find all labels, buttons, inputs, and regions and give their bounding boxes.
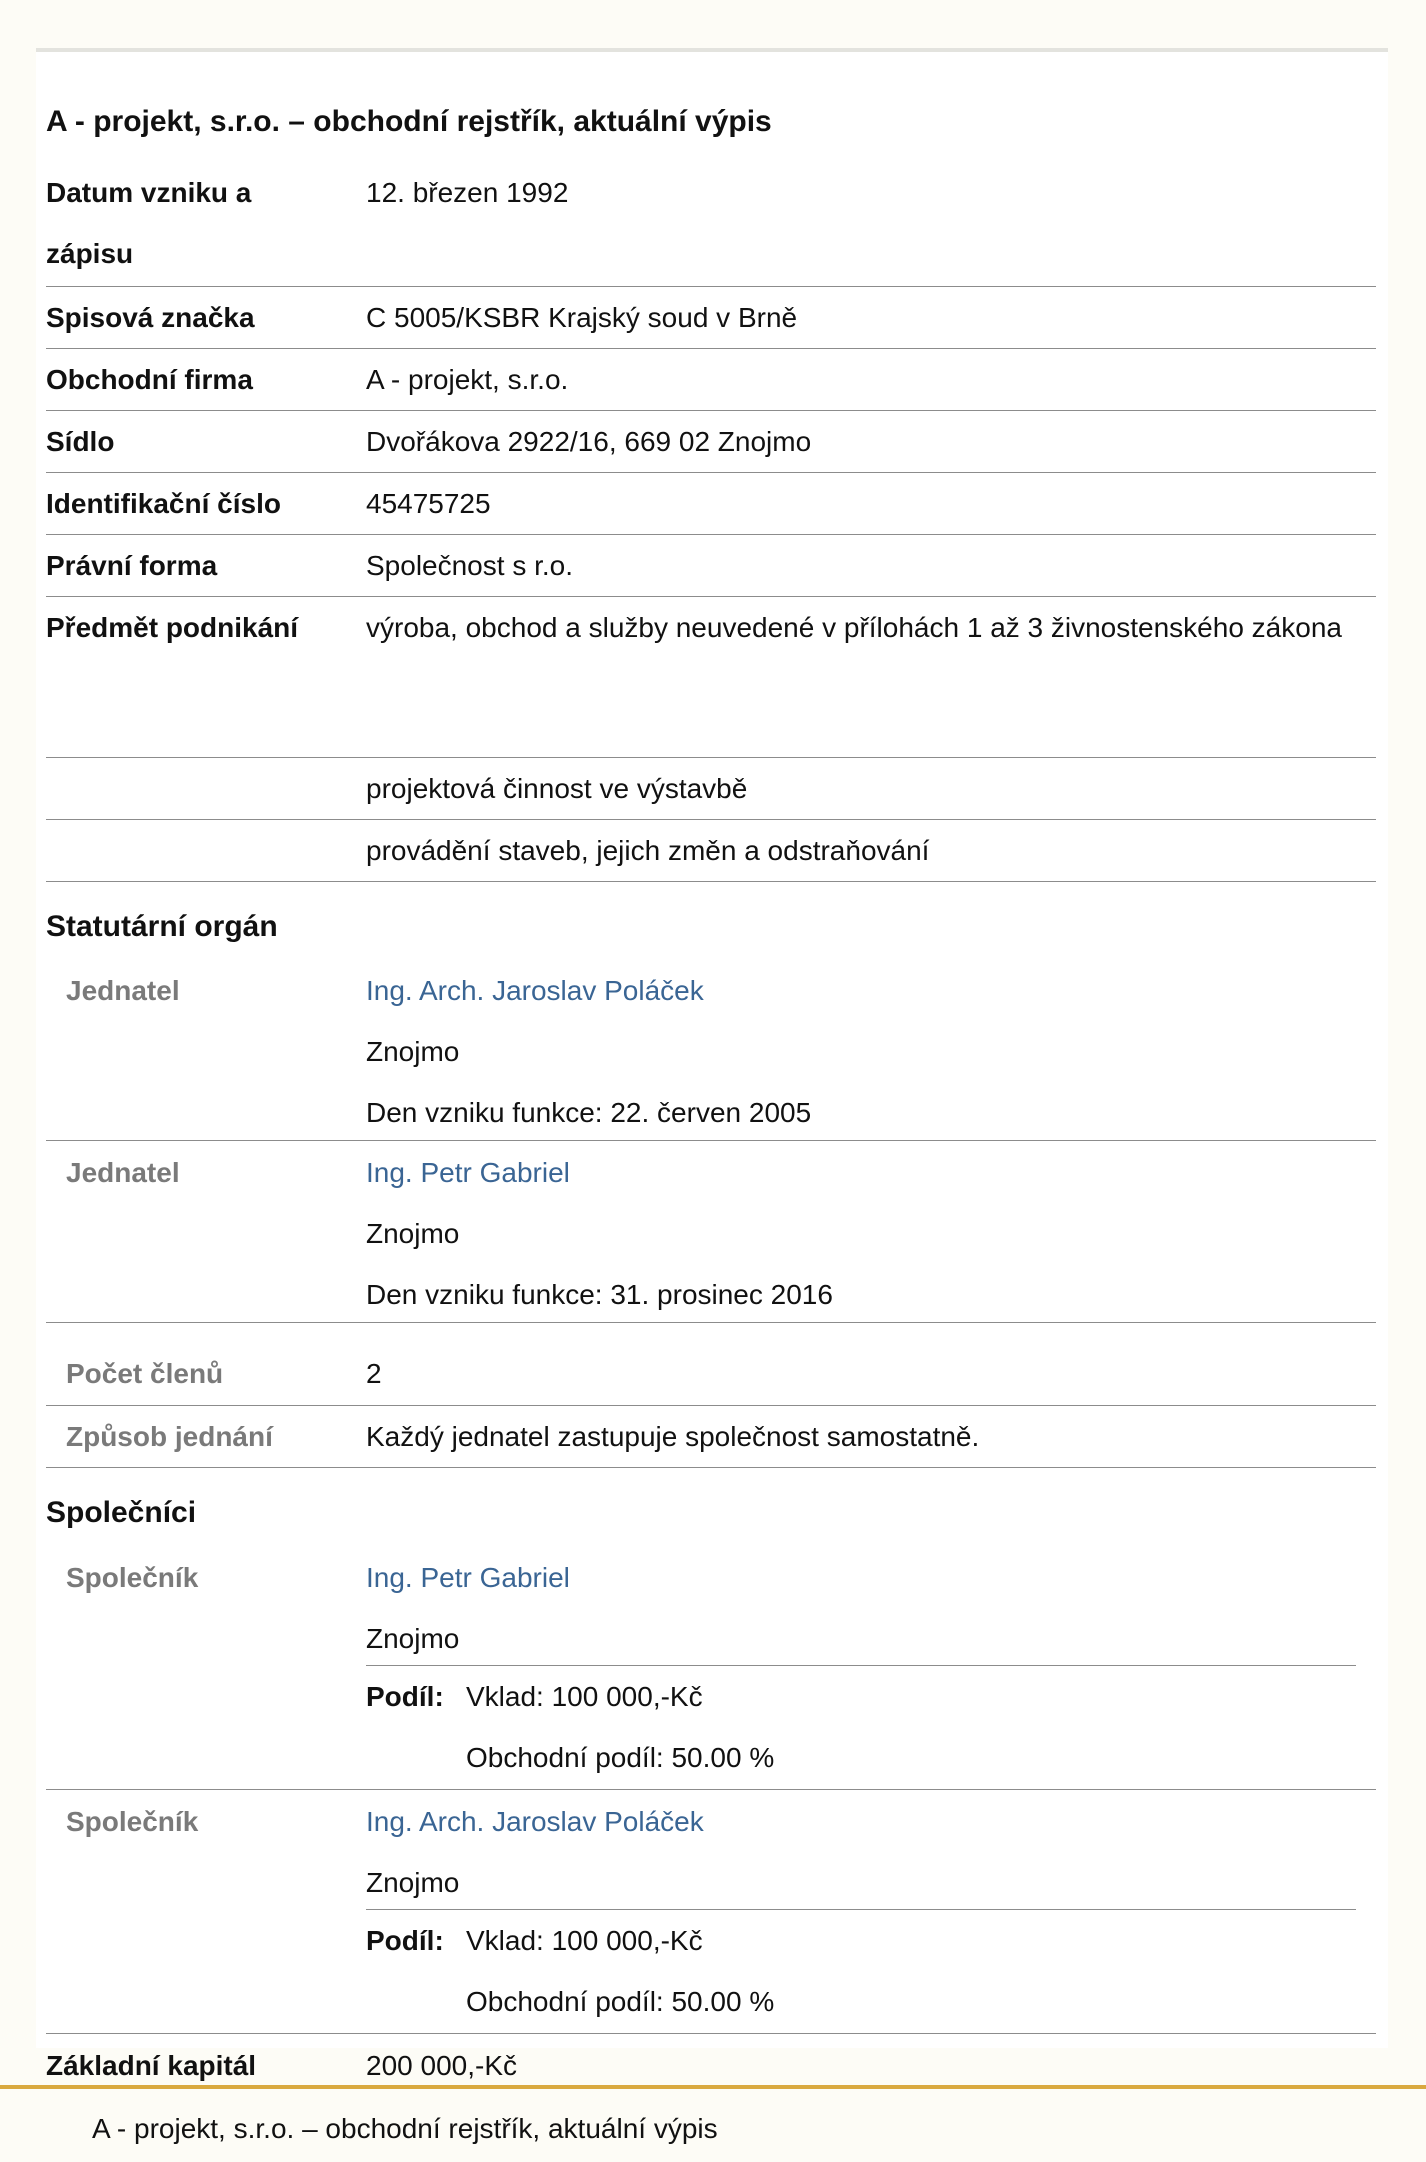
member-details [366, 960, 1366, 1143]
member-role: Jednatel [66, 975, 180, 1006]
row-legal-form [46, 535, 1376, 597]
row-value: 45475725 [366, 488, 491, 519]
row-label: Spisová značka [46, 302, 255, 333]
row-label: Sídlo [46, 426, 115, 457]
partner-details [366, 1547, 1366, 1669]
row-label: Identifikační číslo [46, 488, 281, 519]
row-value: 2 [366, 1358, 382, 1389]
row-conduct [46, 1406, 1376, 1468]
row-file-number [46, 287, 1376, 349]
row-id-number [46, 473, 1376, 535]
row-business-activity-3 [46, 820, 1376, 882]
share-percentage: Obchodní podíl: 50.00 % [466, 1742, 775, 1773]
row-value: 200 000,-Kč [366, 2050, 517, 2081]
row-label: Předmět podnikání [46, 612, 299, 643]
share-label: Podíl: [366, 1681, 444, 1712]
row-label: Datum vzniku a zápisu [46, 177, 252, 269]
row-business-activity-2 [46, 758, 1376, 820]
row-value: Společnost s r.o. [366, 550, 574, 581]
share-percentage: Obchodní podíl: 50.00 % [466, 1986, 775, 2017]
partner-name-link[interactable]: Ing. Petr Gabriel [366, 1562, 570, 1593]
row-label: Počet členů [66, 1358, 224, 1389]
statutory-member [46, 960, 1376, 1141]
member-since: Den vzniku funkce: 31. prosinec 2016 [366, 1279, 833, 1310]
member-since: Den vzniku funkce: 22. červen 2005 [366, 1097, 812, 1128]
row-company-name [46, 349, 1376, 411]
row-value: 12. březen 1992 [366, 177, 569, 208]
partner-role: Společník [66, 1562, 199, 1593]
share-deposit: Vklad: 100 000,-Kč [466, 1925, 703, 1956]
footer-title: A - projekt, s.r.o. – obchodní rejstřík, aktuální výpis [92, 2113, 718, 2144]
share-label: Podíl: [366, 1925, 444, 1956]
partner [46, 1791, 1376, 2034]
section-heading-statutory: Statutární orgán [46, 910, 278, 943]
share-deposit: Vklad: 100 000,-Kč [466, 1681, 703, 1712]
row-value: C 5005/KSBR Krajský soud v Brně [366, 302, 798, 333]
partner-city: Znojmo [366, 1867, 460, 1898]
row-member-count [46, 1342, 1376, 1406]
row-seat [46, 411, 1376, 473]
page-title: A - projekt, s.r.o. – obchodní rejstřík, aktuální výpis [46, 105, 772, 138]
member-city: Znojmo [366, 1036, 460, 1067]
partner-name-link[interactable]: Ing. Arch. Jaroslav Poláček [366, 1806, 704, 1837]
row-label: Způsob jednání [66, 1421, 273, 1452]
row-value: A - projekt, s.r.o. [366, 364, 569, 395]
section-heading-partners: Společníci [46, 1496, 197, 1529]
partner-city: Znojmo [366, 1623, 460, 1654]
row-value: projektová činnost ve výstavbě [366, 773, 748, 804]
row-date-established [46, 162, 1376, 287]
statutory-member [46, 1142, 1376, 1323]
register-extract-card [36, 48, 1388, 2081]
member-details [366, 1142, 1366, 1325]
partner-role: Společník [66, 1806, 199, 1837]
row-business-activity-1 [46, 597, 1376, 758]
row-label: Obchodní firma [46, 364, 253, 395]
member-city: Znojmo [366, 1218, 460, 1249]
row-value: Dvořákova 2922/16, 669 02 Znojmo [366, 426, 812, 457]
row-label: Právní forma [46, 550, 218, 581]
member-role: Jednatel [66, 1157, 180, 1188]
footer-bar [0, 2085, 1426, 2162]
member-name-link[interactable]: Ing. Petr Gabriel [366, 1157, 570, 1188]
row-value: výroba, obchod a služby neuvedené v přílohách 1 až 3 živnostenského zákona [366, 612, 1342, 643]
member-name-link[interactable]: Ing. Arch. Jaroslav Poláček [366, 975, 704, 1006]
partner-details [366, 1791, 1366, 1913]
row-value: provádění staveb, jejich změn a odstraňování [366, 835, 930, 866]
row-label: Základní kapitál [46, 2050, 257, 2081]
partner [46, 1547, 1376, 1790]
row-value: Každý jednatel zastupuje společnost samostatně. [366, 1421, 980, 1452]
